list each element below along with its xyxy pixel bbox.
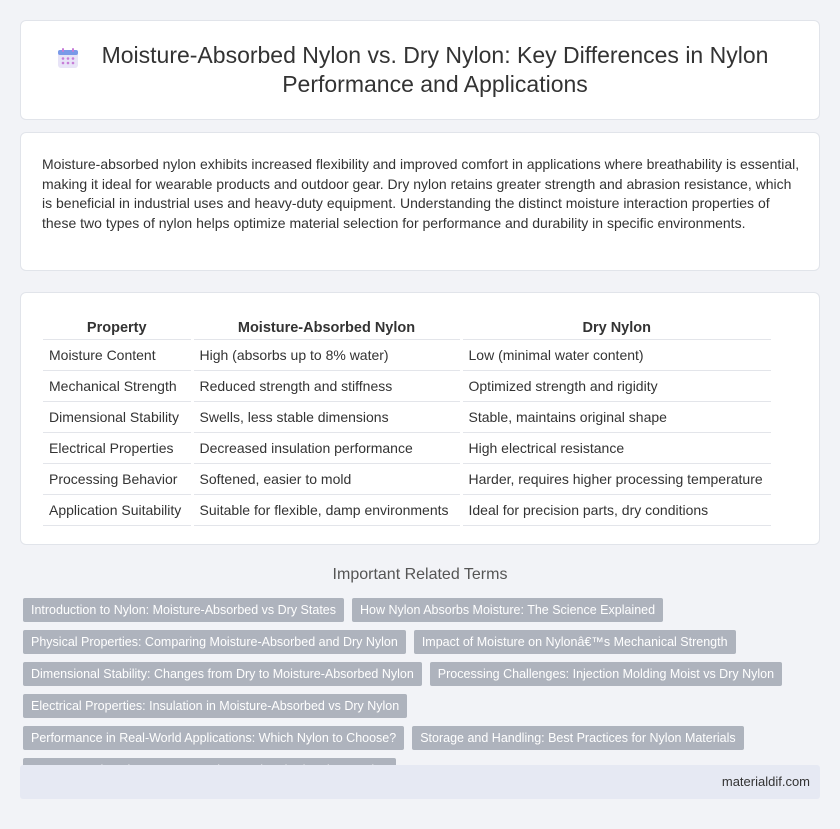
- summary-card: [20, 132, 820, 271]
- comparison-table-card: [20, 292, 820, 545]
- site-link[interactable]: materialdif.com: [721, 774, 810, 789]
- footer: [20, 765, 820, 799]
- table-header-row: [43, 317, 771, 339]
- header-card: [20, 20, 820, 120]
- property-cell: Moisture Content: [43, 339, 192, 370]
- related-term-link[interactable]: Performance in Real-World Applications: Which Nylon to Choose?: [23, 726, 404, 750]
- summary-paragraph: Moisture-absorbed nylon exhibits increased flexibility and improved comfort in applications where breathability is essential, making it ideal for wearable products and outdoor gear. Dry nylon retains greater strength and abrasion resistance, which is beneficial in industrial uses and heavy-duty equipment. Understanding the distinct moisture interaction properties of these two types of nylon helps optimize material selection for performance and durability in specific environments.: [42, 156, 800, 231]
- dry-cell: Ideal for precision parts, dry conditions: [461, 494, 771, 525]
- moisture-absorbed-cell: Softened, easier to mold: [192, 463, 461, 494]
- comparison-table: [43, 317, 771, 526]
- related-terms-heading: Important Related Terms: [332, 566, 508, 583]
- dry-cell: Stable, maintains original shape: [461, 401, 771, 432]
- table-row: [43, 401, 771, 432]
- property-cell: Dimensional Stability: [43, 401, 192, 432]
- dry-cell: Low (minimal water content): [461, 339, 771, 370]
- moisture-absorbed-cell: Reduced strength and stiffness: [192, 370, 461, 401]
- column-header-moisture-absorbed: Moisture-Absorbed Nylon: [192, 317, 461, 339]
- property-cell: Electrical Properties: [43, 432, 192, 463]
- dry-cell: Harder, requires higher processing temperature: [461, 463, 771, 494]
- table-row: [43, 339, 771, 370]
- moisture-absorbed-cell: Decreased insulation performance: [192, 432, 461, 463]
- table-row: [43, 463, 771, 494]
- moisture-absorbed-cell: High (absorbs up to 8% water): [192, 339, 461, 370]
- property-cell: Processing Behavior: [43, 463, 192, 494]
- moisture-absorbed-cell: Swells, less stable dimensions: [192, 401, 461, 432]
- moisture-absorbed-cell: Suitable for flexible, damp environments: [192, 494, 461, 525]
- property-cell: Application Suitability: [43, 494, 192, 525]
- related-term-link[interactable]: Introduction to Nylon: Moisture-Absorbed vs Dry States: [23, 598, 344, 622]
- related-term-link[interactable]: Impact of Moisture on Nylonâ€™s Mechanical Strength: [414, 630, 736, 654]
- column-header-dry: Dry Nylon: [461, 317, 771, 339]
- related-terms-list: [23, 598, 783, 782]
- related-term-link[interactable]: Physical Properties: Comparing Moisture-Absorbed and Dry Nylon: [23, 630, 406, 654]
- table-row: [43, 370, 771, 401]
- table-row: [43, 494, 771, 525]
- column-header-property: Property: [43, 317, 192, 339]
- dry-cell: Optimized strength and rigidity: [461, 370, 771, 401]
- related-term-link[interactable]: How Nylon Absorbs Moisture: The Science Explained: [352, 598, 663, 622]
- dry-cell: High electrical resistance: [461, 432, 771, 463]
- property-cell: Mechanical Strength: [43, 370, 192, 401]
- related-term-link[interactable]: Processing Challenges: Injection Molding Moist vs Dry Nylon: [430, 662, 782, 686]
- table-row: [43, 432, 771, 463]
- related-term-link[interactable]: Storage and Handling: Best Practices for Nylon Materials: [412, 726, 743, 750]
- page-title: Moisture-Absorbed Nylon vs. Dry Nylon: Key Differences in Nylon Performance and Applications: [101, 42, 769, 97]
- related-term-link[interactable]: Dimensional Stability: Changes from Dry to Moisture-Absorbed Nylon: [23, 662, 422, 686]
- related-term-link[interactable]: Electrical Properties: Insulation in Moisture-Absorbed vs Dry Nylon: [23, 694, 407, 718]
